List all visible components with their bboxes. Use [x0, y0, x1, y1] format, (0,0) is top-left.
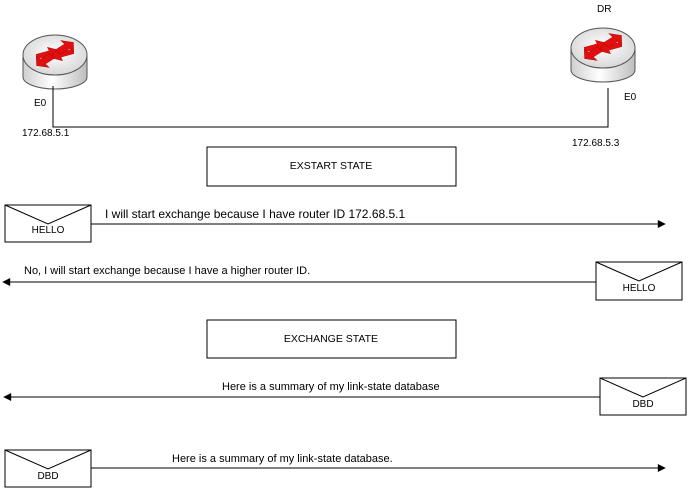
message-dbd-1 [4, 378, 686, 415]
message-hello-2 [3, 262, 682, 300]
message-text: Here is a summary of my link-state database. [172, 453, 393, 465]
envelope-label: HELLO [622, 283, 656, 294]
message-dbd-2 [5, 450, 665, 487]
envelope-icon [5, 205, 91, 242]
router-right-interface: E0 [624, 92, 637, 103]
router-left-ip: 172.68.5.1 [22, 128, 70, 139]
router-right [571, 28, 635, 82]
network-link [53, 86, 608, 127]
message-text: Here is a summary of my link-state database [222, 381, 440, 393]
router-icon [571, 28, 635, 82]
exstart-state-box [207, 147, 456, 186]
envelope-label: DBD [632, 399, 654, 410]
envelope-icon [596, 262, 682, 300]
message-hello-1 [5, 205, 665, 242]
message-text: No, I will start exchange because I have a higher router ID. [24, 265, 311, 277]
router-icon [23, 35, 87, 89]
envelope-label: HELLO [31, 225, 65, 236]
message-text: I will start exchange because I have router ID 172.68.5.1 [105, 207, 406, 221]
exchange-state-label: EXCHANGE STATE [283, 333, 379, 345]
exstart-state-label: EXSTART STATE [289, 160, 373, 172]
router-left [23, 35, 87, 89]
router-right-ip: 172.68.5.3 [572, 138, 620, 149]
exchange-state-box [207, 320, 456, 358]
router-left-interface: E0 [34, 98, 47, 109]
router-right-label: DR [597, 4, 612, 15]
envelope-label: DBD [37, 471, 59, 482]
